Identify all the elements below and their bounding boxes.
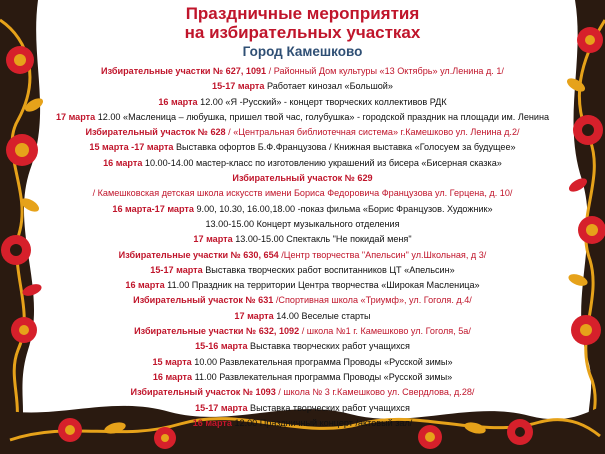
line-text: Выставка творческих работ учащихся [247, 341, 410, 352]
line-text: 14.00 Веселые старты [273, 310, 371, 321]
list-item [0, 248, 605, 263]
announcement-content [0, 4, 605, 431]
line-venue: / «Центральная библиотечная система» г.Камешково ул. Ленина д.2/ [225, 127, 520, 138]
line-venue: / Камешковская детская школа искусств имени Бориса Федоровича Французова ул. Герцена, д. 10/ [92, 188, 513, 199]
line-date: 17 марта [234, 310, 274, 321]
line-text: 10.00-14.00 мастер-класс по изготовлению украшений из бисера «Бисерная сказка» [142, 157, 502, 168]
list-item [0, 202, 605, 217]
list-item [0, 324, 605, 339]
line-date: 15-16 марта [195, 341, 248, 352]
title-line-1: Праздничные мероприятия [185, 4, 420, 23]
line-date: 16 марта-17 марта [112, 203, 194, 214]
line-text: 13.00-15.00 Спектакль "Не покидай меня" [232, 234, 412, 245]
line-text: Выставка творческих работ воспитанников ЦТ «Апельсин» [202, 264, 455, 275]
list-item [0, 156, 605, 171]
line-venue: / Районный Дом культуры «13 Октябрь» ул.Ленина д. 1/ [266, 66, 504, 76]
list-item [0, 64, 605, 79]
event-list [0, 64, 605, 431]
list-item [0, 278, 605, 293]
line-text: 9.00, 10.30, 16.00,18.00 -показ фильма «Борис Французов. Художник» [193, 203, 493, 214]
line-text: 11.00 Развлекательная программа Проводы «Русской зимы» [192, 371, 453, 382]
line-date: 15-17 марта [212, 81, 265, 92]
list-item [0, 125, 605, 140]
page-title [0, 4, 605, 42]
list-item [0, 171, 605, 186]
line-text: Выставка офортов Б.Ф.Французова / Книжная выставка «Голосуем за будущее» [173, 142, 516, 153]
line-label: Избирательный участок № 628 [85, 127, 226, 138]
line-text: 12.00 Праздничный концерт /актовый зал/ [231, 417, 413, 428]
line-date: 16 марта [152, 371, 193, 382]
list-item [0, 186, 605, 201]
line-label: Избирательный участок № 1093 [130, 387, 276, 398]
list-item [0, 140, 605, 155]
line-date: 17 марта [193, 234, 233, 245]
list-item [0, 79, 605, 94]
line-date: 16 марта [103, 157, 143, 168]
list-item [0, 370, 605, 385]
list-item [0, 293, 605, 308]
line-date: 16 марта [125, 280, 165, 291]
list-item [0, 217, 605, 232]
line-text: 12.00 «Масленица – любушка, пришел твой час, голубушка» - городской праздник на площади им. Ленина [95, 111, 550, 122]
list-item [0, 416, 605, 431]
line-date: 16 марта [192, 417, 232, 428]
list-item [0, 339, 605, 354]
line-text: Выставка творческих работ учащихся [247, 402, 410, 413]
line-date: 17 марта [55, 111, 96, 122]
line-date: 15 марта -17 марта [89, 142, 174, 153]
list-item [0, 263, 605, 278]
line-label: Избирательный участок № 631 [133, 295, 274, 306]
list-item [0, 401, 605, 416]
line-venue: /Центр творчества "Апельсин" ул.Школьная, д 3/ [278, 249, 487, 260]
line-text: 13.00-15.00 Концерт музыкального отделения [205, 218, 400, 229]
line-venue: /Спортивная школа «Триумф», ул. Гоголя. д.4/ [273, 295, 472, 306]
list-item [0, 110, 605, 125]
line-text: 10.00 Развлекательная программа Проводы «Русской зимы» [191, 356, 453, 367]
list-item [0, 95, 605, 110]
list-item [0, 385, 605, 400]
list-item [0, 309, 605, 324]
line-text: 12.00 «Я -Русский» - концерт творческих коллективов РДК [197, 96, 447, 107]
line-label: Избирательные участки № 630, 654 [118, 249, 279, 260]
line-date: 16 марта [158, 96, 198, 107]
line-date: 15 марта [152, 356, 192, 367]
line-date: 15-17 марта [195, 402, 248, 413]
list-item [0, 355, 605, 370]
line-text: 11.00 Праздник на территории Центра творчества «Широкая Масленица» [164, 280, 480, 291]
line-venue: / школа № 3 г.Камешково ул. Свердлова, д.28/ [275, 387, 475, 398]
line-label: Избирательный участок № 629 [232, 173, 373, 184]
line-date: 15-17 марта [150, 264, 203, 275]
list-item [0, 232, 605, 247]
line-venue: / школа №1 г. Камешково ул. Гоголя, 5а/ [299, 326, 471, 337]
line-text: Работает кинозал «Большой» [264, 81, 393, 92]
line-label: Избирательные участки № 632, 1092 [134, 326, 300, 337]
title-line-2: на избирательных участках [184, 23, 421, 42]
line-label: Избирательные участки № 627, 1091 [101, 66, 267, 76]
city-subtitle: Город Камешково [242, 44, 363, 59]
